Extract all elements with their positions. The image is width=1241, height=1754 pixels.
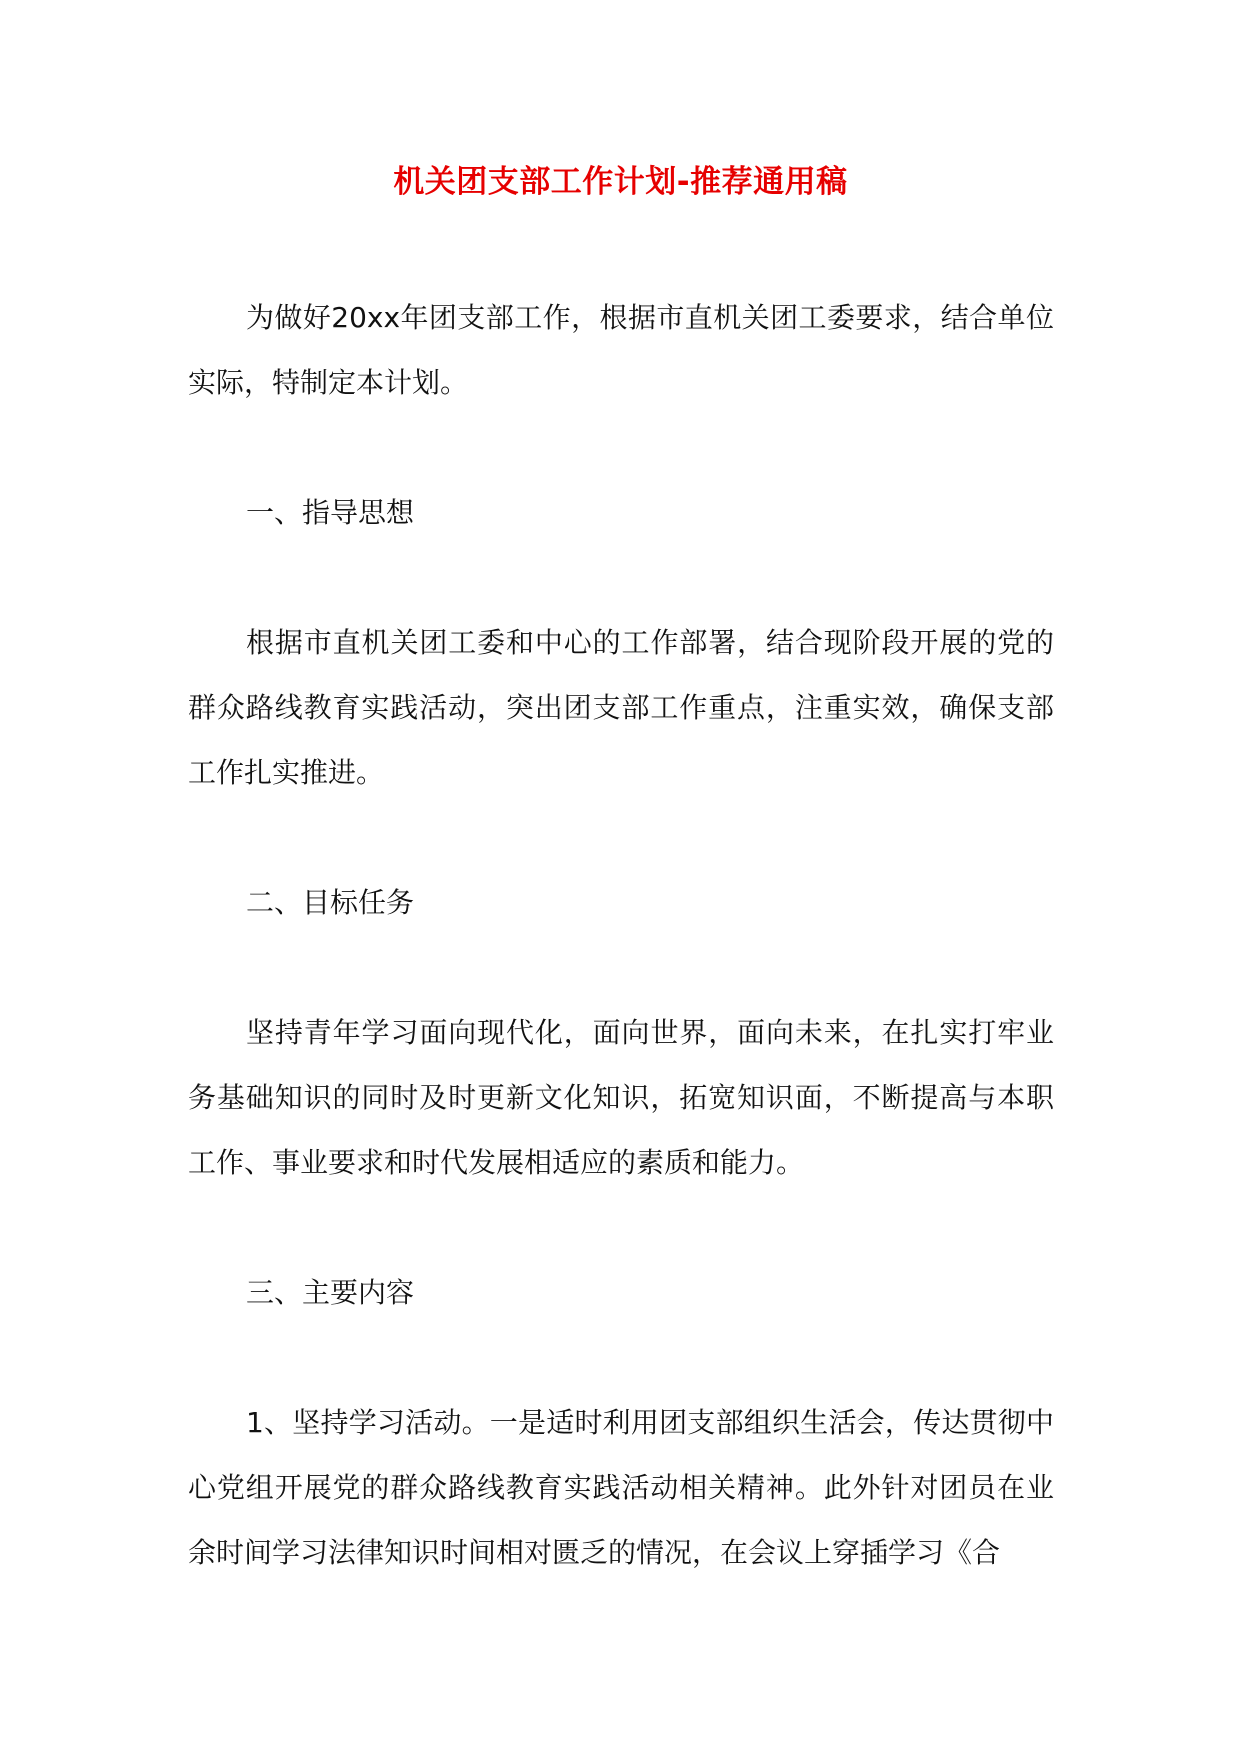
section-heading-goals: 二、目标任务: [246, 886, 415, 919]
section-heading-guiding-ideology: 一、指导思想: [246, 496, 415, 529]
intro-paragraph: 为做好20xx年团支部工作，根据市直机关团工委要求，结合单位实际，特制定本计划。: [188, 301, 1054, 399]
page-title: 机关团支部工作计划-推荐通用稿: [393, 164, 848, 200]
section-text-goals: 坚持青年学习面向现代化，面向世界，面向未来，在扎实打牢业务基础知识的同时及时更新文化知识，拓宽知识面，不断提高与本职工作、事业要求和时代发展相适应的素质和能力。: [188, 1016, 1054, 1179]
section-text-main-content: 1、坚持学习活动。一是适时利用团支部组织生活会，传达贯彻中心党组开展党的群众路线教育实践活动相关精神。此外针对团员在业余时间学习法律知识时间相对匮乏的情况，在会议上穿插学习《合: [188, 1406, 1054, 1569]
section-heading-main-content: 三、主要内容: [246, 1276, 415, 1309]
section-text-guiding-ideology: 根据市直机关团工委和中心的工作部署，结合现阶段开展的党的群众路线教育实践活动，突出团支部工作重点，注重实效，确保支部工作扎实推进。: [188, 626, 1054, 789]
